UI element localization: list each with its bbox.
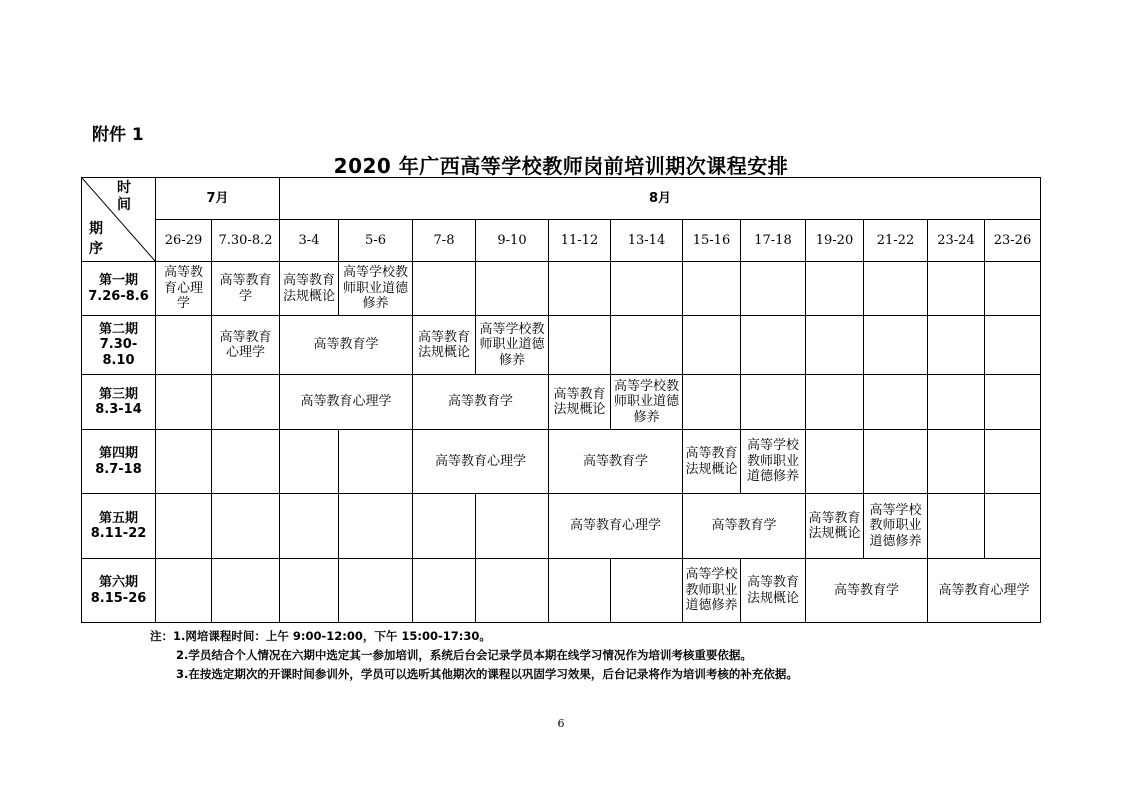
date-col: 23-24	[928, 220, 985, 262]
empty-cell	[806, 375, 864, 430]
period-cell	[82, 262, 156, 316]
period-dates: 8.11-22	[90, 526, 147, 541]
empty-cell	[985, 375, 1041, 430]
empty-cell	[156, 316, 212, 375]
period-dates: 7.30-8.10	[99, 337, 138, 368]
period-label: 期序	[89, 221, 103, 257]
course-cell: 高等教育法规概论	[741, 559, 806, 623]
period-name: 第一期	[98, 273, 138, 288]
empty-cell	[985, 430, 1041, 494]
note-item: 2.学员结合个人情况在六期中选定其一参加培训，系统后台会记录学员本期在线学习情况作为培训考核重要依据。	[176, 648, 752, 662]
schedule-table	[81, 177, 1041, 623]
empty-cell	[212, 375, 280, 430]
month-august: 8月	[280, 178, 1041, 220]
period-name: 第四期	[98, 446, 138, 461]
page-title: 2020 年广西高等学校教师岗前培训期次课程安排	[333, 154, 789, 178]
period-dates: 8.7-18	[95, 461, 142, 477]
date-col: 15-16	[683, 220, 741, 262]
empty-cell	[683, 375, 741, 430]
course-cell: 高等教育学	[549, 430, 683, 494]
period-row	[82, 559, 1041, 623]
empty-cell	[413, 494, 476, 559]
month-july: 7月	[156, 178, 280, 220]
period-name: 第五期	[98, 510, 138, 526]
course-cell: 高等教育法规概论	[413, 316, 476, 375]
course-cell: 高等学校教师职业道德修养	[864, 494, 928, 559]
course-cell: 高等教育心理学	[156, 262, 212, 316]
empty-cell	[156, 494, 212, 559]
date-col: 26-29	[156, 220, 212, 262]
note-item: 3.在按选定期次的开课时间参训外，学员可以选听其他期次的课程以巩固学习效果，后台记录将作为培训考核的补充依据。	[176, 667, 798, 681]
course-cell: 高等教育心理学	[212, 316, 280, 375]
empty-cell	[741, 262, 806, 316]
empty-cell	[339, 559, 413, 623]
attachment-label: 附件 1	[92, 125, 144, 145]
empty-cell	[549, 559, 611, 623]
empty-cell	[806, 430, 864, 494]
course-cell: 高等教育法规概论	[683, 430, 741, 494]
empty-cell	[864, 262, 928, 316]
empty-cell	[611, 559, 683, 623]
course-cell: 高等教育心理学	[413, 430, 549, 494]
empty-cell	[339, 494, 413, 559]
notes-section	[150, 627, 798, 684]
course-cell: 高等教育心理学	[928, 559, 1041, 623]
course-cell: 高等学校教师职业道德修养	[611, 375, 683, 430]
date-col: 13-14	[611, 220, 683, 262]
empty-cell	[864, 375, 928, 430]
date-col: 9-10	[476, 220, 549, 262]
empty-cell	[928, 375, 985, 430]
period-name: 第六期	[98, 575, 138, 590]
course-cell: 高等教育学	[683, 494, 806, 559]
empty-cell	[741, 375, 806, 430]
course-cell: 高等教育法规概论	[549, 375, 611, 430]
empty-cell	[156, 559, 212, 623]
empty-cell	[864, 316, 928, 375]
empty-cell	[280, 430, 339, 494]
period-dates: 7.26-8.6	[88, 288, 149, 304]
date-col: 5-6	[339, 220, 413, 262]
date-col: 7.30-8.2	[212, 220, 280, 262]
empty-cell	[212, 494, 280, 559]
date-col: 17-18	[741, 220, 806, 262]
empty-cell	[806, 316, 864, 375]
empty-cell	[741, 316, 806, 375]
period-row	[82, 375, 1041, 430]
period-dates: 8.15-26	[90, 590, 147, 606]
empty-cell	[413, 559, 476, 623]
empty-cell	[806, 262, 864, 316]
corner-cell	[82, 178, 156, 262]
period-row	[82, 262, 1041, 316]
empty-cell	[156, 430, 212, 494]
course-cell: 高等教育法规概论	[280, 262, 339, 316]
course-cell: 高等教育学	[280, 316, 413, 375]
course-cell: 高等学校教师职业道德修养	[683, 559, 741, 623]
period-cell	[82, 494, 156, 559]
date-col: 19-20	[806, 220, 864, 262]
empty-cell	[928, 262, 985, 316]
empty-cell	[549, 316, 611, 375]
date-col: 7-8	[413, 220, 476, 262]
period-cell	[82, 559, 156, 623]
course-cell: 高等教育心理学	[280, 375, 413, 430]
course-cell: 高等教育学	[806, 559, 928, 623]
empty-cell	[611, 316, 683, 375]
course-cell: 高等学校教师职业道德修养	[476, 316, 549, 375]
empty-cell	[156, 375, 212, 430]
empty-cell	[683, 316, 741, 375]
empty-cell	[280, 559, 339, 623]
course-cell: 高等学校教师职业道德修养	[741, 430, 806, 494]
course-cell: 高等教育学	[212, 262, 280, 316]
period-cell	[82, 316, 156, 375]
empty-cell	[339, 430, 413, 494]
note-item: 注：1.网培课程时间：上午 9:00-12:00，下午 15:00-17:30。	[150, 629, 491, 643]
period-name: 第三期	[98, 386, 138, 402]
course-cell: 高等教育心理学	[549, 494, 683, 559]
date-col: 21-22	[864, 220, 928, 262]
empty-cell	[985, 494, 1041, 559]
course-cell: 高等教育法规概论	[806, 494, 864, 559]
header-row-months	[82, 178, 1041, 220]
date-col: 3-4	[280, 220, 339, 262]
time-label: 时间	[117, 180, 131, 213]
period-row	[82, 494, 1041, 559]
date-col: 11-12	[549, 220, 611, 262]
empty-cell	[611, 262, 683, 316]
period-dates: 8.3-14	[95, 402, 142, 417]
period-row	[82, 430, 1041, 494]
period-cell	[82, 375, 156, 430]
course-cell: 高等教育学	[413, 375, 549, 430]
empty-cell	[928, 494, 985, 559]
page-number: 6	[557, 717, 565, 730]
date-col: 23-26	[985, 220, 1041, 262]
empty-cell	[928, 316, 985, 375]
empty-cell	[212, 430, 280, 494]
empty-cell	[864, 430, 928, 494]
empty-cell	[212, 559, 280, 623]
period-row	[82, 316, 1041, 375]
empty-cell	[280, 494, 339, 559]
empty-cell	[413, 262, 476, 316]
empty-cell	[476, 494, 549, 559]
empty-cell	[549, 262, 611, 316]
period-cell	[82, 430, 156, 494]
empty-cell	[683, 262, 741, 316]
empty-cell	[476, 559, 549, 623]
empty-cell	[928, 430, 985, 494]
header-row-dates	[82, 220, 1041, 262]
empty-cell	[985, 316, 1041, 375]
period-name: 第二期	[98, 321, 138, 337]
empty-cell	[985, 262, 1041, 316]
course-cell: 高等学校教师职业道德修养	[339, 262, 413, 316]
empty-cell	[476, 262, 549, 316]
